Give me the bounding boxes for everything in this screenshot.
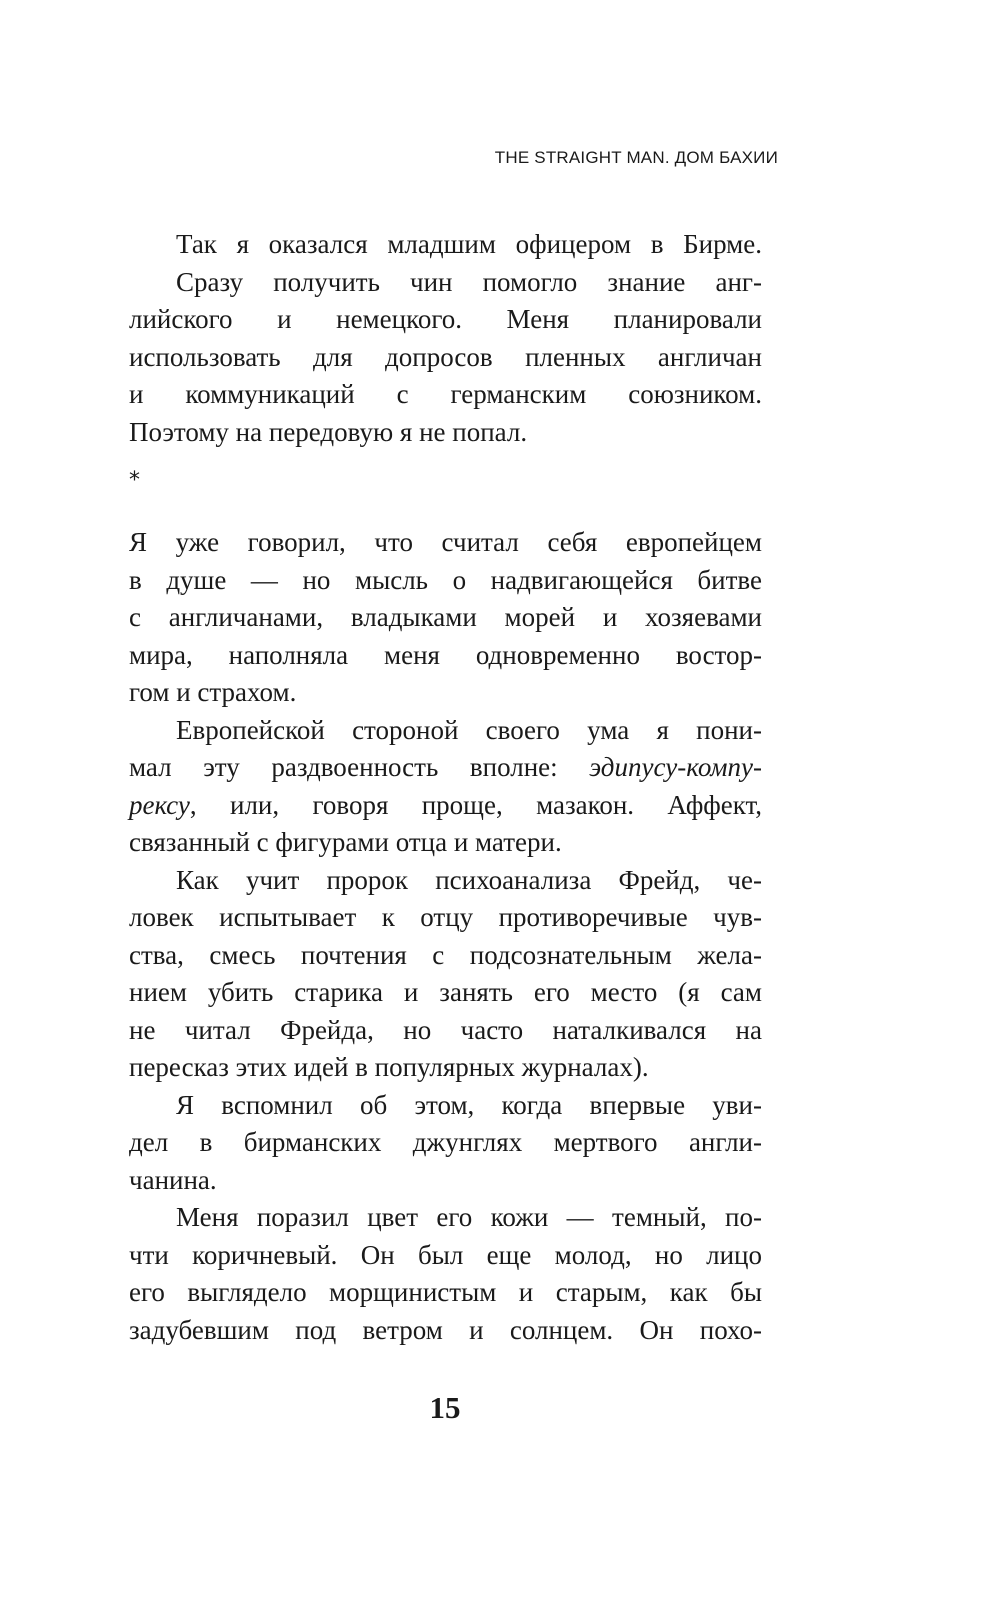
section-separator: * bbox=[129, 468, 140, 493]
text-line: Меня поразил цвет его кожи — темный, по- bbox=[176, 1202, 762, 1232]
text-line: Поэтому на передовую я не попал. bbox=[129, 416, 528, 447]
text-line: в душе — но мысль о надвигающейся битве bbox=[129, 564, 762, 595]
section-1-text bbox=[129, 226, 762, 451]
text-line-with-italic bbox=[129, 749, 762, 787]
text-line: гом и страхом. bbox=[129, 677, 297, 707]
text-line: с англичанами, владыками морей и хозяевами bbox=[129, 602, 762, 632]
page-number: 15 bbox=[429, 1390, 461, 1425]
text-line: нием убить старика и занять его место (я сам bbox=[129, 977, 762, 1007]
text-line: чанина. bbox=[129, 1164, 217, 1195]
text-line: Я уже говорил, что считал себя европейцем bbox=[129, 527, 762, 557]
text-line: лийского и немецкого. Меня планировали bbox=[129, 304, 762, 334]
text-line: чти коричневый. Он был еще молод, но лицо bbox=[129, 1239, 762, 1270]
text-line: ловек испытывает к отцу противоречивые чув- bbox=[129, 902, 762, 932]
italic-term: эдипусу-компу- bbox=[589, 752, 762, 782]
text-run: , или, говоря проще, мазакон. Аффект, bbox=[189, 789, 762, 820]
text-line: Так я оказался младшим офицером в Бирме. bbox=[176, 229, 762, 259]
section-2-text bbox=[129, 524, 762, 1349]
text-run: мал эту раздвоенность вполне: bbox=[129, 752, 558, 782]
text-line: его выглядело морщинистым и старым, как бы bbox=[129, 1277, 762, 1307]
text-line: не читал Фрейда, но часто наталкивался на bbox=[129, 1014, 762, 1045]
italic-term: рексу bbox=[129, 789, 190, 820]
text-line-with-italic bbox=[129, 787, 762, 825]
text-line: пересказ этих идей в популярных журналах). bbox=[129, 1052, 649, 1082]
text-line: мира, наполняла меня одновременно востор- bbox=[129, 639, 762, 670]
text-line: связанный с фигурами отца и матери. bbox=[129, 827, 562, 857]
text-line: задубевшим под ветром и солнцем. Он похо- bbox=[129, 1314, 762, 1345]
running-head: THE STRAIGHT MAN. ДОМ БАХИИ bbox=[494, 148, 778, 167]
text-line: ства, смесь почтения с подсознательным жела- bbox=[129, 939, 762, 970]
text-line: использовать для допросов пленных англичан bbox=[129, 341, 762, 372]
text-line: Сразу получить чин помогло знание анг- bbox=[176, 266, 762, 297]
text-line: Как учит пророк психоанализа Фрейд, че- bbox=[176, 864, 762, 895]
text-line: Я вспомнил об этом, когда впервые уви- bbox=[176, 1089, 762, 1120]
text-line: Европейской стороной своего ума я пони- bbox=[176, 714, 762, 745]
text-line: дел в бирманских джунглях мертвого англи- bbox=[129, 1127, 762, 1157]
text-line: и коммуникаций с германским союзником. bbox=[129, 379, 762, 409]
